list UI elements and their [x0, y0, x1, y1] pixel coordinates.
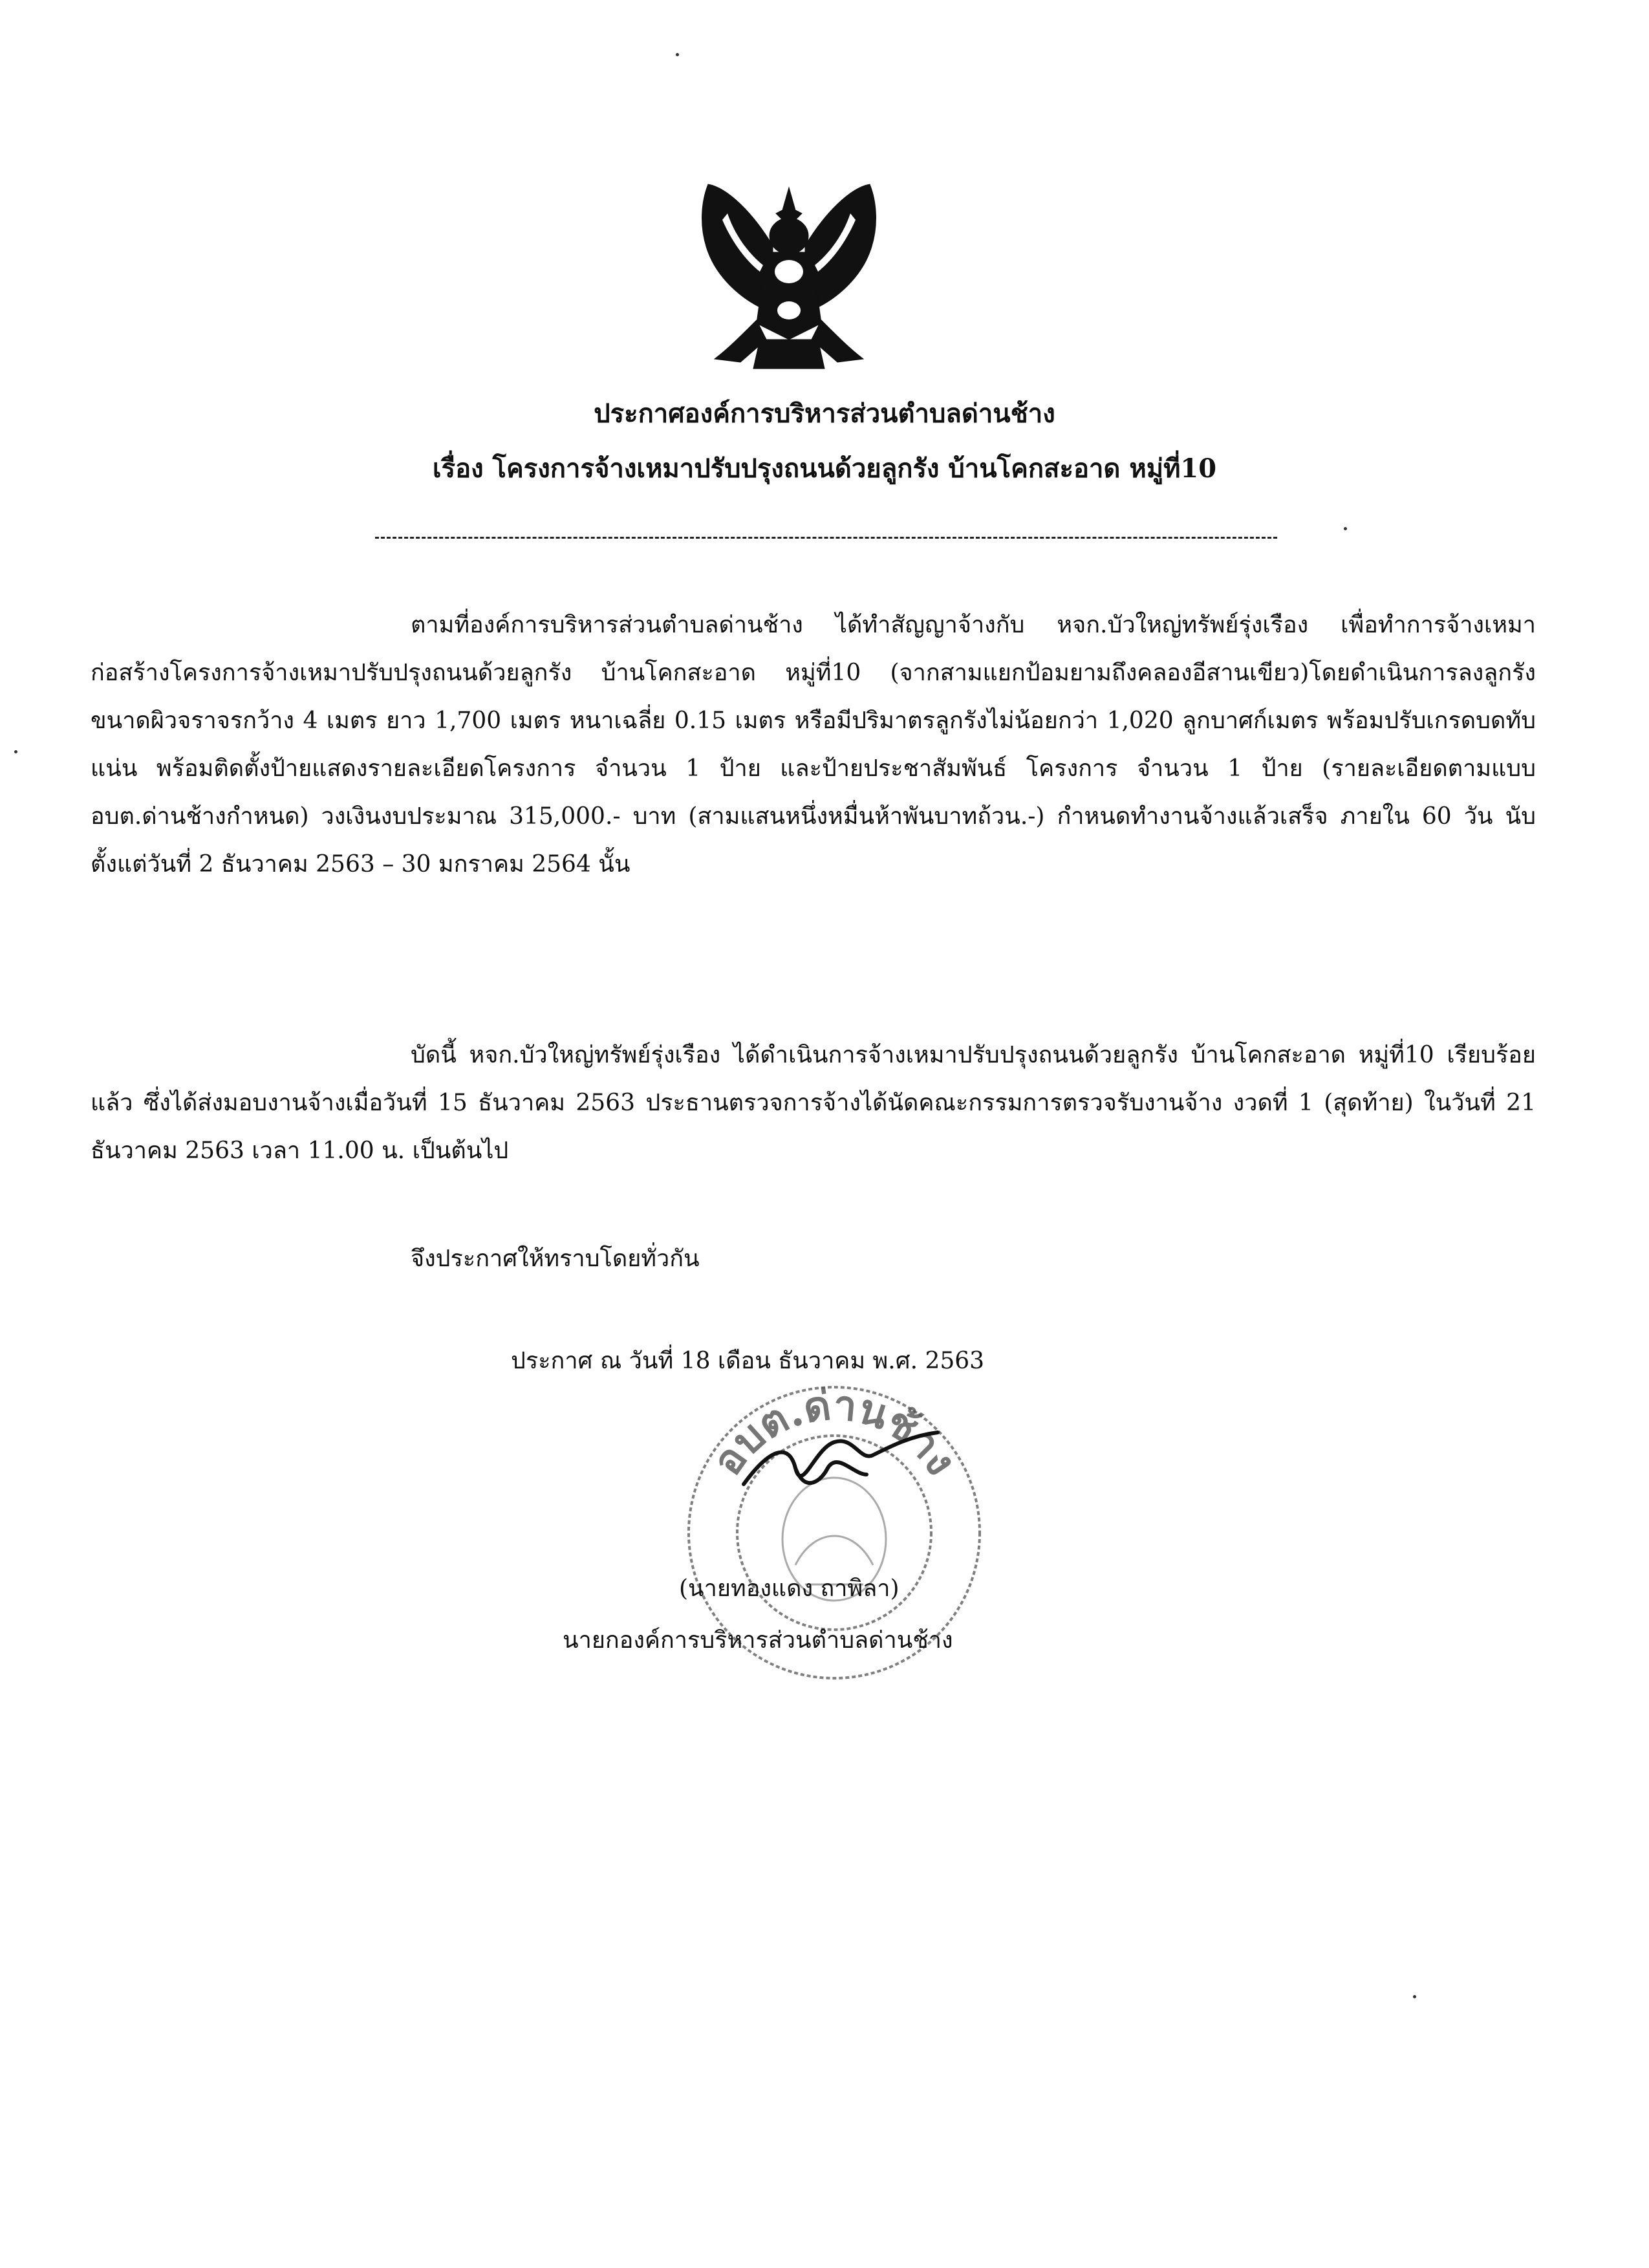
- garuda-emblem-icon: [682, 175, 896, 388]
- signatory-position: นายกองค์การบริหารส่วนตำบลด่านช้าง: [563, 1627, 953, 1654]
- body-paragraph-2: บัดนี้ หจก.บัวใหญ่ทรัพย์รุ่งเรือง ได้ดำเนินการจ้างเหมาปรับปรุงถนนด้วยลูกรัง บ้านโคกสะอาด หมู่ที่10 เรียบร้อยแล้ว ซึ่งได้ส่งมอบงานจ้างเมื่อวันที่ 15 ธันวาคม 2563 ประธานตรวจการจ้างได้นัดคณะกรรมการตรวจรับงานจ้าง งวดที่ 1 (สุดท้าย) ในวันที่ 21 ธันวาคม 2563 เวลา 11.00 น. เป็นต้นไป: [91, 1042, 1536, 1164]
- body-paragraph-1: ตามที่องค์การบริหารส่วนตำบลด่านช้าง ได้ทำสัญญาจ้างกับ หจก.บัวใหญ่ทรัพย์รุ่งเรือง เพื่อทำการจ้างเหมาก่อสร้างโครงการจ้างเหมาปรับปรุงถนนด้วยลูกรัง บ้านโคกสะอาด หมู่ที่10 (จากสามแยกป้อมยามถึงคลองอีสานเขียว)โดยดำเนินการลงลูกรัง ขนาดผิวจราจรกว้าง 4 เมตร ยาว 1,700 เมตร หนาเฉลี่ย 0.15 เมตร หรือมีปริมาตรลูกรังไม่น้อยกว่า 1,020 ลูกบาศก์เมตร พร้อมปรับเกรดบดทับแน่น พร้อมติดตั้งป้ายแสดงรายละเอียดโครงการ จำนวน 1 ป้าย และป้ายประชาสัมพันธ์ โครงการ จำนวน 1 ป้าย (รายละเอียดตามแบบ อบต.ด่านช้างกำหนด) วงเงินงบประมาณ 315,000.- บาท (สามแสนหนึ่งหมื่นห้าพันบาทถ้วน.-) กำหนดทำงานจ้างแล้วเสร็จ ภายใน 60 วัน นับตั้งแต่วันที่ 2 ธันวาคม 2563 – 30 มกราคม 2564 นั้น: [91, 612, 1536, 878]
- dashed-divider: [375, 537, 1277, 539]
- subject-line: เรื่อง โครงการจ้างเหมาปรับปรุงถนนด้วยลูกรัง บ้านโคกสะอาด หมู่ที่10: [432, 453, 1217, 484]
- page-title: ประกาศองค์การบริหารส่วนตำบลด่านช้าง: [594, 398, 1055, 429]
- seal-text: อบต.ด่านช้าง: [703, 1381, 966, 1484]
- scan-speck: [676, 53, 679, 56]
- closing-line: จึงประกาศให้ทราบโดยทั่วกัน: [411, 1246, 700, 1272]
- dateline: ประกาศ ณ วันที่ 18 เดือน ธันวาคม พ.ศ. 2563: [511, 1348, 985, 1374]
- scan-speck: [1344, 527, 1347, 530]
- scan-speck: [14, 750, 17, 753]
- scan-speck: [1413, 1995, 1416, 1998]
- signatory-name: (นายทองแดง ถาพิลา): [679, 1575, 900, 1602]
